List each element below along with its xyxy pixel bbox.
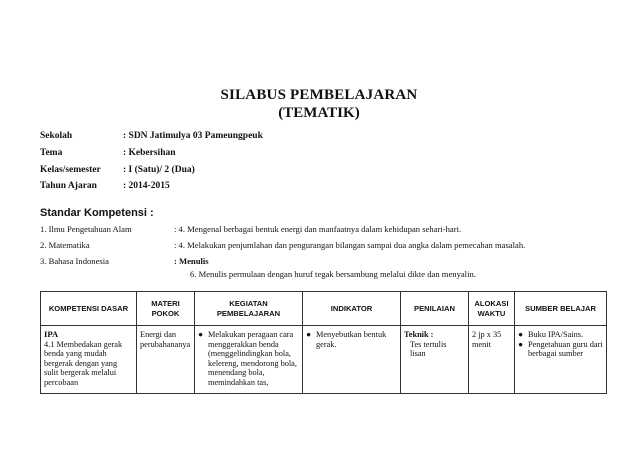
bullet-icon: ● [306, 330, 312, 339]
sumber-text: Buku IPA/Sains. [528, 330, 584, 339]
cell-sumber-belajar [515, 326, 607, 394]
header-kegiatan: KEGIATAN PEMBELAJARAN [195, 292, 303, 326]
standar-sub-item: 6. Menulis permulaan dengan huruf tegak bersambung melalui dikte dan menyalin. [190, 269, 476, 279]
cell-penilaian [401, 326, 469, 394]
standar-desc: : 4. Melakukan penjumlahan dan pengurangan bilangan sampai dua angka dalam pemecahan masalah. [174, 240, 526, 250]
standar-desc: : Menulis [174, 256, 209, 266]
bullet-icon: ● [518, 339, 524, 349]
info-label: Kelas/semester [40, 165, 101, 175]
cell-kegiatan [195, 326, 303, 394]
kd-subject: IPA [44, 329, 59, 339]
bullet-icon: ● [198, 330, 204, 339]
indikator-bullet [306, 330, 397, 349]
standar-kompetensi-heading: Standar Kompetensi : [40, 207, 154, 219]
cell-materi-pokok [137, 326, 195, 394]
sumber-text: Pengetahuan guru dari berbagai sumber [528, 339, 603, 359]
info-value: : 2014-2015 [123, 181, 170, 191]
bullet-icon: ● [518, 330, 524, 339]
standar-subject: 1. Ilmu Pengetahuan Alam [40, 224, 132, 234]
info-label: Sekolah [40, 131, 73, 141]
standar-desc: : 4. Mengenal berbagai bentuk energi dan manfaatnya dalam kehidupan sehari-hari. [174, 224, 462, 234]
info-label: Tema [40, 148, 63, 158]
standar-subject: 3. Bahasa Indonesia [40, 256, 109, 266]
sumber-bullet [518, 340, 603, 359]
penilaian-value: Tes tertulis [410, 339, 447, 349]
header-indikator: INDIKATOR [303, 292, 401, 326]
title-line-1: SILABUS PEMBELAJARAN [220, 87, 418, 103]
penilaian-value: lisan [410, 349, 426, 359]
info-label: Tahun Ajaran [40, 181, 97, 191]
header-penilaian: PENILAIAN [401, 292, 469, 326]
info-value: : SDN Jatimulya 03 Pameungpeuk [123, 131, 263, 141]
sumber-bullet [518, 330, 603, 340]
header-alokasi-waktu: ALOKASI WAKTU [469, 292, 515, 326]
kd-text: 4.1 Membedakan gerak benda yang mudah bergerak dengan yang sulit bergerak melalui percobaan [44, 339, 123, 387]
syllabus-table [40, 291, 607, 394]
kegiatan-bullet [198, 330, 299, 387]
header-sumber-belajar: SUMBER BELAJAR [515, 292, 607, 326]
indikator-text: Menyebutkan bentuk gerak. [316, 330, 387, 349]
materi-text: Energi dan perubahananya [140, 330, 191, 349]
info-value: : I (Satu)/ 2 (Dua) [123, 165, 195, 175]
standar-subject: 2. Matematika [40, 240, 90, 250]
table-row [41, 326, 607, 394]
kegiatan-text: Melakukan peragaan cara menggerakkan benda (menggelindingkan bola, kelereng, mendorong bola, menendang bola, memindahkan tas, [208, 330, 297, 387]
title-line-2: (TEMATIK) [278, 105, 360, 121]
header-materi-pokok: MATERI POKOK [137, 292, 195, 326]
cell-kompetensi-dasar [41, 326, 137, 394]
cell-alokasi-waktu [469, 326, 515, 394]
table-header-row [41, 292, 607, 326]
header-kompetensi-dasar: KOMPETENSI DASAR [41, 292, 137, 326]
penilaian-label: Teknik : [404, 330, 434, 339]
cell-indikator [303, 326, 401, 394]
info-value: : Kebersihan [123, 148, 176, 158]
alokasi-text: 2 jp x 35 menit [472, 330, 502, 349]
